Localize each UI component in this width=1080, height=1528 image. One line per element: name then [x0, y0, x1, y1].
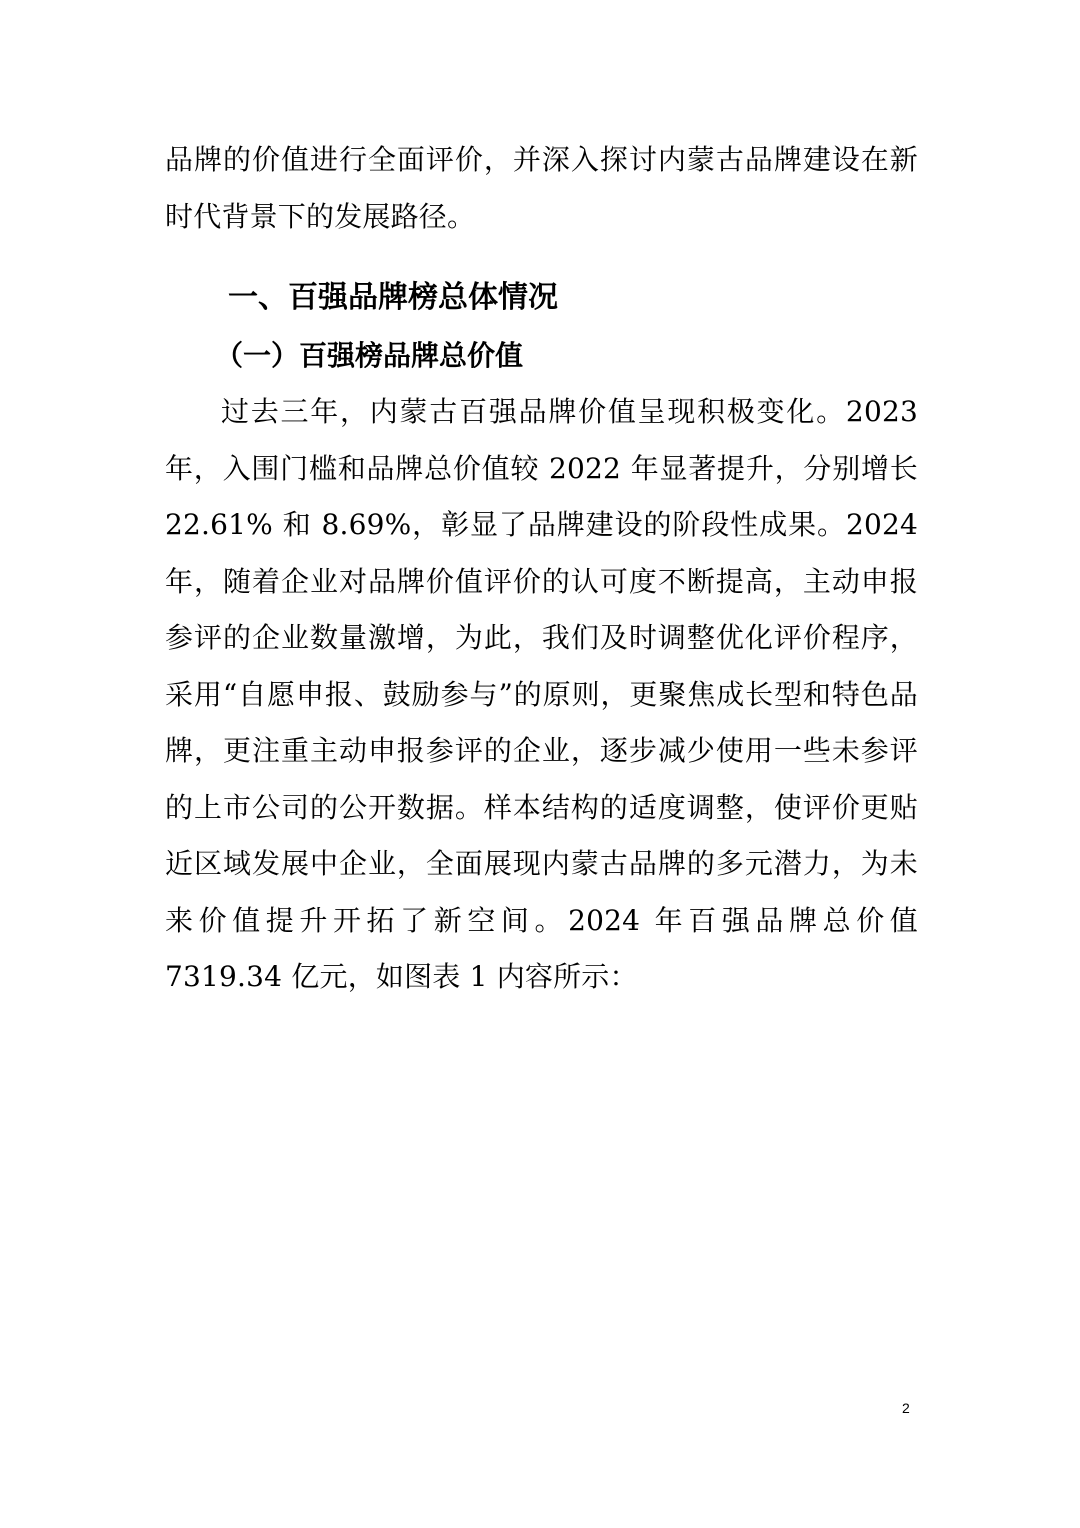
main-paragraph: 过去三年，内蒙古百强品牌价值呈现积极变化。2023 年，入围门槛和品牌总价值较 2022 年显著提升，分别增长 22.61% 和 8.69%，彰显了品牌建设的阶段性成果。2024 年，随着企业对品牌价值评价的认可度不断提高，主动申报参评的企业数量激增，为此，我们及时调整优化评价程序，采用“自愿申报、鼓励参与”的原则，更聚焦成长型和特色品牌，更注重主动申报参评的企业，逐步减少使用一些未参评的上市公司的公开数据。样本结构的适度调整，使评价更贴近区域发展中企业，全面展现内蒙古品牌的多元潜力，为未来价值提升开拓了新空间。2024 年百强品牌总价值 7319.34 亿元，如图表 1 内容所示： [165, 395, 918, 993]
intro-paragraph: 品牌的价值进行全面评价，并深入探讨内蒙古品牌建设在新时代背景下的发展路径。 [165, 143, 918, 233]
section-heading: 一、百强品牌榜总体情况 [228, 280, 558, 315]
subsection-heading: （一）百强榜品牌总价值 [215, 339, 524, 372]
page-number: 2 [902, 1400, 910, 1416]
